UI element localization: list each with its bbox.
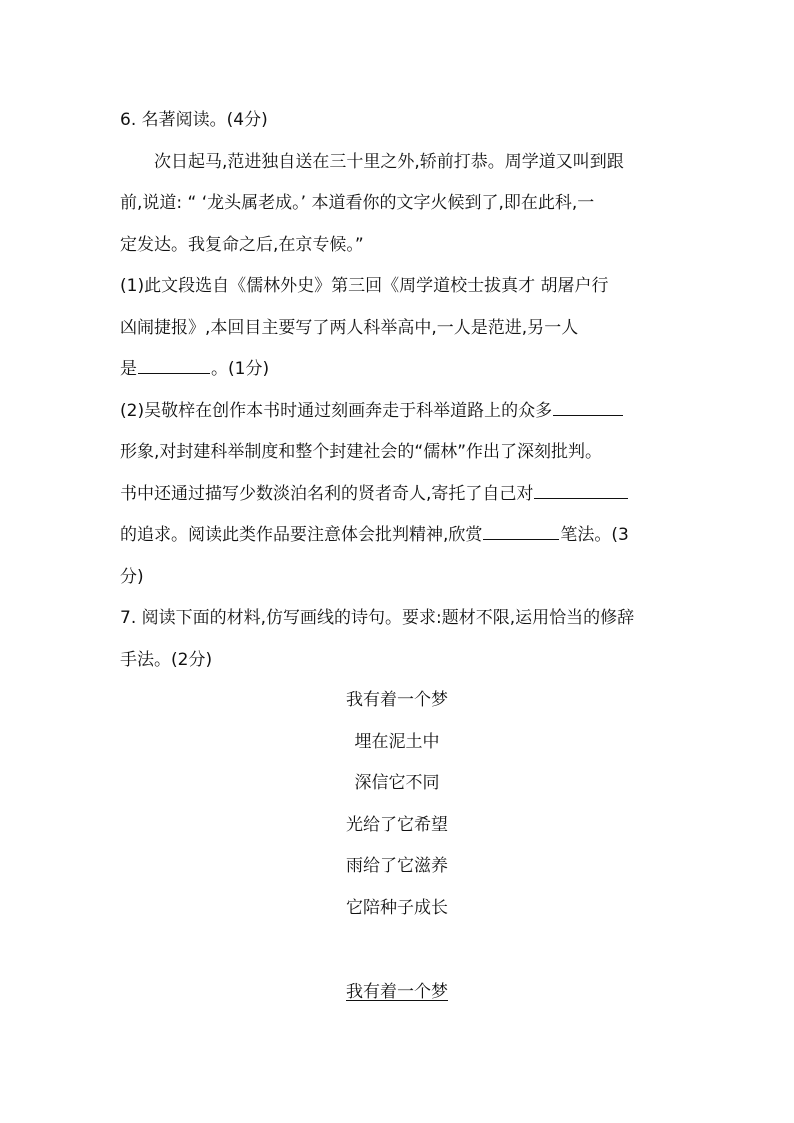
passage-line-1: 次日起马,范进独自送在三十里之外,轿前打恭。周学道又叫到跟 <box>154 151 624 172</box>
question-7-title-line-2: 手法。(2分) <box>120 649 213 670</box>
answer-blank-1[interactable] <box>138 356 210 374</box>
passage-line-3: 定发达。我复命之后,在京专候。” <box>120 234 364 255</box>
question-7-title-line-1: 7. 阅读下面的材料,仿写画线的诗句。要求:题材不限,运用恰当的修辞 <box>120 608 635 628</box>
sub-question-2-line-4 <box>120 515 680 557</box>
answer-blank-3[interactable] <box>534 481 628 499</box>
sub-question-2-line-3 <box>120 474 680 516</box>
poem-block <box>0 680 794 929</box>
sub-question-2-line-3-text: 书中还通过描写少数淡泊名利的贤者奇人,寄托了自己对 <box>120 483 534 504</box>
sub-question-2-prefix: (2)吴敬梓在创作本书时通过刻画奔走于科举道路上的众多 <box>120 400 553 421</box>
sub-question-2-line-4-text: 的追求。阅读此类作品要注意体会批判精神,欣赏 <box>120 525 483 545</box>
sub-question-2-line-2: 形象,对封建科举制度和整个封建社会的“儒林”作出了深刻批判。 <box>120 442 603 462</box>
sub-question-2-line-1 <box>120 391 680 433</box>
answer-blank-4[interactable] <box>483 522 559 540</box>
sub-question-2-line-5: 分) <box>120 566 144 587</box>
sub-question-1-line-1: (1)此文段选自《儒林外史》第三回《周学道校士拔真才 胡屠户行 <box>120 276 609 296</box>
question-6-title: 6. 名著阅读。(4分) <box>120 110 268 130</box>
poem-line-3: 深信它不同 <box>354 773 440 793</box>
document-page <box>120 100 680 681</box>
passage-line-2: 前,说道: “ ‘龙头属老成。’ 本道看你的文字火候到了,即在此科,一 <box>120 193 595 213</box>
poem-line-6: 它陪种子成长 <box>346 897 448 918</box>
poem-line-5: 雨给了它滋养 <box>346 856 448 876</box>
sub-question-2-line-4-suffix: 笔法。(3 <box>560 525 629 545</box>
poem-line-2: 埋在泥土中 <box>354 731 440 752</box>
underlined-poem-block <box>0 972 794 1014</box>
sub-question-1-line-3 <box>120 349 680 391</box>
sub-question-1-prefix: 是 <box>120 359 137 379</box>
answer-blank-2[interactable] <box>553 398 623 416</box>
underlined-poem-line: 我有着一个梦 <box>346 982 448 1002</box>
poem-line-1: 我有着一个梦 <box>346 690 448 710</box>
sub-question-1-line-2: 凶闹捷报》,本回目主要写了两人科举高中,一人是范进,另一人 <box>120 317 579 338</box>
sub-question-1-suffix: 。(1分) <box>211 359 270 379</box>
poem-line-4: 光给了它希望 <box>346 814 448 835</box>
